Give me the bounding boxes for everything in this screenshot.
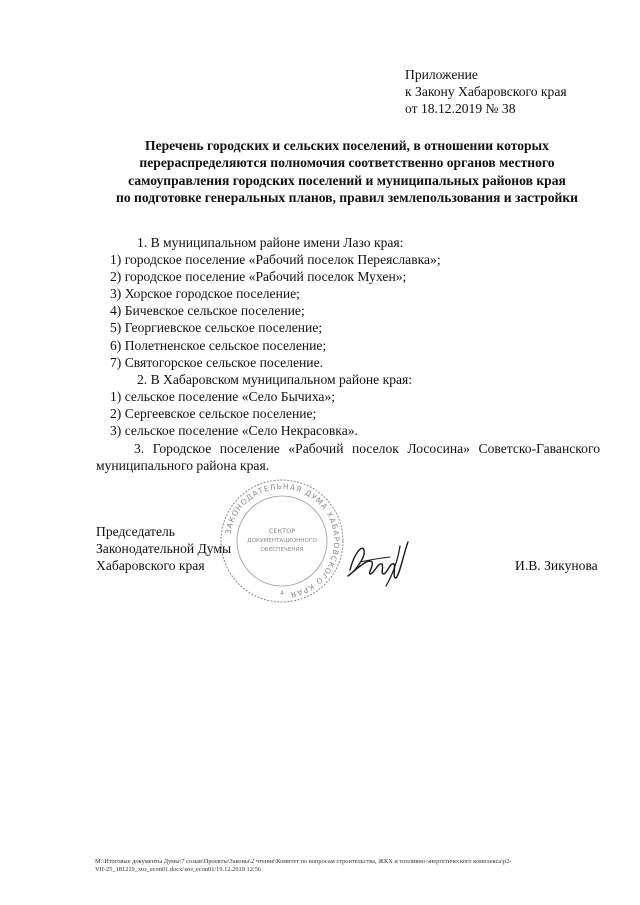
file-path-line: VII-25_181219_хоз_econ01.docx/хоз_econ01/19.12.2019 12:56 bbox=[95, 866, 262, 873]
seal-number: 4 bbox=[280, 590, 284, 597]
list-heading: 2. В Хабаровском муниципальном районе края: bbox=[137, 371, 413, 387]
list-item: 2) Сергеевское сельское поселение; bbox=[110, 405, 317, 421]
title-line: самоуправления городских поселений и муниципальных районов края bbox=[128, 172, 566, 188]
list-item: 1) городское поселение «Рабочий поселок Переяславка»; bbox=[110, 252, 441, 268]
list-item: 2) городское поселение «Рабочий поселок Мухен»; bbox=[110, 269, 407, 285]
list-heading: 1. В муниципальном районе имени Лазо края: bbox=[137, 235, 404, 250]
title-line: по подготовке генеральных планов, правил землепользования и застройки bbox=[115, 189, 578, 205]
title-line: Перечень городских и сельских поселений, в отношении которых bbox=[145, 138, 549, 153]
handwritten-signature bbox=[340, 532, 420, 588]
seal-outer-text: ЗАКОНОДАТЕЛЬНАЯ ДУМА ХАБАРОВСКОГО КРАЯ bbox=[223, 481, 342, 600]
official-seal bbox=[218, 477, 346, 605]
seal-center-line: ДОКУМЕНТАЦИОННОГО bbox=[247, 538, 317, 544]
appendix-label: Приложение bbox=[405, 67, 478, 82]
appendix-date-number: от 18.12.2019 № 38 bbox=[405, 101, 516, 116]
file-path-line: M:\Итоговые документы Думы\7 созыв\Проекты\Законы\2 чтение\Комитет по вопросам строительства, ЖКХ и топливно-энергетического комплекса\р2- bbox=[95, 858, 512, 865]
list-heading-item3-continuation: муниципального района края. bbox=[96, 458, 270, 473]
document-file-path bbox=[95, 858, 615, 874]
seal-center-line: ОБЕСПЕЧЕНИЯ bbox=[260, 547, 304, 553]
list-item: 3) Хорское городское поселение; bbox=[110, 286, 300, 302]
list-item: 4) Бичевское сельское поселение; bbox=[110, 303, 305, 319]
signatory-name: И.В. Зикунова bbox=[515, 558, 598, 573]
list-item: 7) Святогорское сельское поселение. bbox=[110, 354, 324, 370]
list-item: 3) сельское поселение «Село Некрасовка». bbox=[110, 423, 358, 439]
signatory-title-line: Председатель bbox=[96, 524, 175, 539]
list-item: 1) сельское поселение «Село Бычиха»; bbox=[110, 388, 336, 404]
list-item: 6) Полетненское сельское поселение; bbox=[110, 337, 327, 353]
title-line: перераспределяются полномочия соответственно органов местного bbox=[139, 155, 555, 171]
document-title bbox=[96, 137, 598, 206]
appendix-law-reference: к Закону Хабаровского края bbox=[405, 84, 567, 99]
signatory-title-line: Хабаровского края bbox=[96, 558, 205, 573]
list-heading-item3: 3. Городское поселение «Рабочий поселок Лососина» Советско-Гаванского bbox=[134, 441, 600, 456]
list-item: 5) Георгиевское сельское поселение; bbox=[110, 320, 323, 336]
settlement-list bbox=[110, 234, 610, 439]
seal-center-line: СЕКТОР bbox=[268, 527, 296, 535]
signatory-title-line: Законодательной Думы bbox=[96, 541, 232, 556]
